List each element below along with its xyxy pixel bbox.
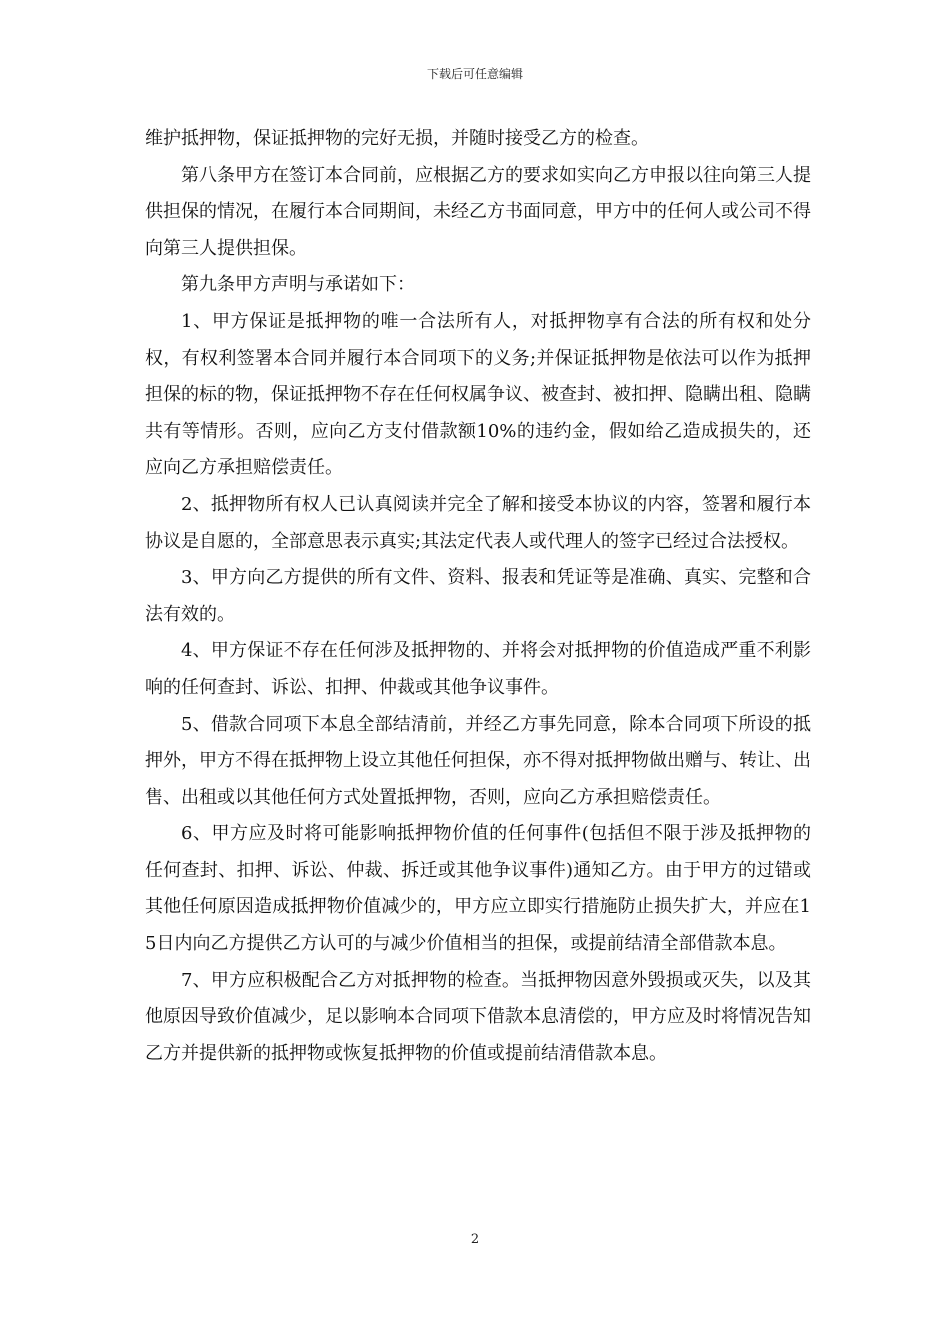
paragraph-item-3: 3、甲方向乙方提供的所有文件、资料、报表和凭证等是准确、真实、完整和合法有效的。 [145,567,811,625]
paragraph-item-7: 7、甲方应积极配合乙方对抵押物的检查。当抵押物因意外毁损或灭失，以及其他原因导致价值减少，足以影响本合同项下借款本息清偿的，甲方应及时将情况告知乙方并提供新的抵押物或恢复抵押物的价值或提前结清借款本息。 [145,969,811,1064]
paragraph-item-4: 4、甲方保证不存在任何涉及抵押物的、并将会对抵押物的价值造成严重不利影响的任何查封、诉讼、扣押、仲裁或其他争议事件。 [145,640,811,698]
paragraph-article-8: 第八条甲方在签订本合同前，应根据乙方的要求如实向乙方申报以往向第三人提供担保的情况，在履行本合同期间，未经乙方书面同意，甲方中的任何人或公司不得向第三人提供担保。 [145,164,811,259]
page-header-note: 下载后可任意编辑 [426,67,523,81]
paragraph-item-2: 2、抵押物所有权人已认真阅读并完全了解和接受本协议的内容，签署和履行本协议是自愿的，全部意思表示真实;其法定代表人或代理人的签字已经过合法授权。 [145,493,811,552]
paragraph-item-1: 1、甲方保证是抵押物的唯一合法所有人，对抵押物享有合法的所有权和处分权，有权利签署本合同并履行本合同项下的义务;并保证抵押物是依法可以作为抵押担保的标的物，保证抵押物不存在任何权属争议、被查封、被扣押、隐瞒出租、隐瞒共有等情形。否则，应向乙方支付借款额10%的违约金，假如给乙造成损失的，还应向乙方承担赔偿责任。 [145,310,811,479]
paragraph-item-5: 5、借款合同项下本息全部结清前，并经乙方事先同意，除本合同项下所设的抵押外，甲方不得在抵押物上设立其他任何担保，亦不得对抵押物做出赠与、转让、出售、出租或以其他任何方式处置抵押物，否则，应向乙方承担赔偿责任。 [145,713,811,808]
document-body [145,121,811,1072]
page-number: 2 [470,1232,480,1247]
paragraph-item-6: 6、甲方应及时将可能影响抵押物价值的任何事件(包括但不限于涉及抵押物的任何查封、扣押、诉讼、仲裁、拆迁或其他争议事件)通知乙方。由于甲方的过错或其他任何原因造成抵押物价值减少的，甲方应立即实行措施防止损失扩大，并应在15日内向乙方提供乙方认可的与减少价值相当的担保，或提前结清全部借款本息。 [145,823,811,955]
paragraph-article-9-heading: 第九条甲方声明与承诺如下： [181,274,415,296]
paragraph-continuation: 维护抵押物，保证抵押物的完好无损，并随时接受乙方的检查。 [145,128,649,149]
